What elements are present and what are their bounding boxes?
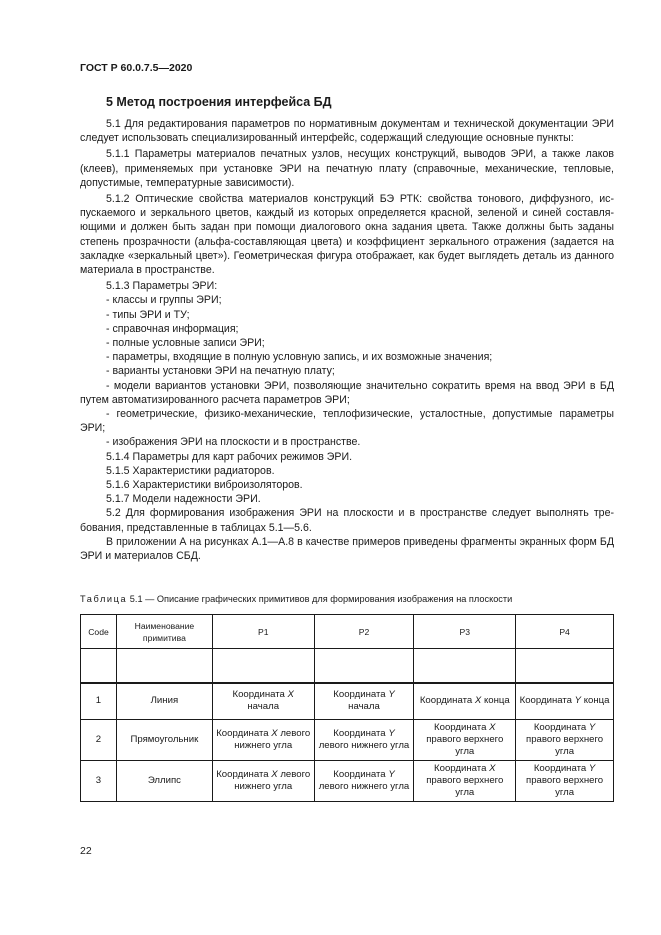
paragraph: 5.1.3 Параметры ЭРИ: xyxy=(106,280,218,293)
list-item: - классы и группы ЭРИ; xyxy=(106,294,222,307)
list-item: - геометрические, физико-механические, теплофизические, усталостные, допустимые параметры ЭРИ; xyxy=(80,408,614,435)
cell-p1: Координата X начала xyxy=(212,683,314,720)
cell-p2: Координата Y левого нижнего угла xyxy=(314,720,414,761)
list-item: - параметры, входящие в полную условную запись, и их возможные значения; xyxy=(106,351,493,364)
cell-primitive-name: Линия xyxy=(116,683,212,720)
paragraph: 5.2 Для формирования изображения ЭРИ на плоскости и в пространстве следует выполнять требования, представленные в таблицах 5.1—5.6. xyxy=(80,507,614,534)
paragraph: 5.1.5 Характеристики радиаторов. xyxy=(106,464,275,477)
table-row xyxy=(81,683,614,720)
cell-p2: Координата Y левого нижнего угла xyxy=(314,761,414,802)
cell-code: 2 xyxy=(81,720,117,761)
body-text xyxy=(80,117,614,563)
header-code: Code xyxy=(81,615,117,649)
header-p4: P4 xyxy=(516,615,614,649)
header-p1: P1 xyxy=(212,615,314,649)
list-item: - полные условные записи ЭРИ; xyxy=(106,337,265,350)
list-item: - справочная информация; xyxy=(106,322,239,335)
paragraph: 5.1.7 Модели надежности ЭРИ. xyxy=(106,493,261,506)
table-header-row xyxy=(81,615,614,649)
standard-header: ГОСТ Р 60.0.7.5—2020 xyxy=(80,62,193,74)
table-row xyxy=(81,720,614,761)
list-item: - варианты установки ЭРИ на печатную плату; xyxy=(106,365,335,378)
paragraph: 5.1.6 Характеристики виброизоляторов. xyxy=(106,479,303,492)
header-p3: P3 xyxy=(414,615,516,649)
cell-p4: Координата Y правого верхнего угла xyxy=(516,761,614,802)
section-title: 5 Метод построения интерфейса БД xyxy=(106,95,332,109)
cell-code: 1 xyxy=(81,683,117,720)
header-primitive-name: Наименование примитива xyxy=(116,615,212,649)
paragraph: В приложении А на рисунках А.1—А.8 в качестве примеров приведены фрагменты экранных форм БД ЭРИ и материалов СБД. xyxy=(80,535,614,563)
paragraph: 5.1.2 Оптические свойства материалов конструкций БЭ РТК: свойства тонового, диффузного, испускаемого и зеркального цветов, каждый из которых определяется красной, зеленой и синей составляющими и должен быть задан при помощи диалогового окна задания цвета. Также должны быть заданы степень прозрачности (альфа-составляющая цвета) и коэффициент зеркального отражения (задается на закладке «зеркальный цвет»). Геометрическая фигура отображает, как будет выглядеть деталь из данного материала в пространстве. xyxy=(80,193,614,277)
cell-p2: Координата Y начала xyxy=(314,683,414,720)
list-item: - модели вариантов установки ЭРИ, позволяющие значительно сократить время на ввод ЭРИ в БД путем автоматизированного расчета параметров ЭРИ; xyxy=(80,379,614,406)
cell-p4: Координата Y правого верхнего угла xyxy=(516,720,614,761)
cell-p3: Координата X правого верхнего угла xyxy=(414,720,516,761)
table-caption xyxy=(80,594,512,604)
cell-p1: Координата X левого нижнего угла xyxy=(212,720,314,761)
primitives-table xyxy=(80,614,614,802)
paragraph: 5.1.1 Параметры материалов печатных узлов, несущих конструкций, выводов ЭРИ, а также лаков (клеев), применяемых при установке ЭРИ на печатную плату (справочные, механические, тепловые, допустимые, температурные зависимости). xyxy=(80,148,614,189)
cell-primitive-name: Эллипс xyxy=(116,761,212,802)
cell-p4: Координата Y конца xyxy=(516,683,614,720)
paragraph: 5.1.4 Параметры для карт рабочих режимов ЭРИ. xyxy=(106,450,353,463)
table-row xyxy=(81,761,614,802)
list-item: - типы ЭРИ и ТУ; xyxy=(106,308,190,321)
list-item: - изображения ЭРИ на плоскости и в пространстве. xyxy=(106,436,361,449)
header-p2: P2 xyxy=(314,615,414,649)
cell-primitive-name: Прямоугольник xyxy=(116,720,212,761)
header-separator xyxy=(81,649,614,683)
cell-p1: Координата X левого нижнего угла xyxy=(212,761,314,802)
table-caption-text: 5.1 — Описание графических примитивов для формирования изображения на плоскости xyxy=(129,594,513,604)
cell-p3: Координата X правого верхнего угла xyxy=(414,761,516,802)
page-number: 22 xyxy=(80,845,92,857)
table-caption-label: Таблица xyxy=(80,594,128,604)
cell-code: 3 xyxy=(81,761,117,802)
paragraph: 5.1 Для редактирования параметров по нормативным документам и технической документации ЭРИ следует использовать специализированный интерфейс, содержащий следующие основные пункты: xyxy=(80,118,614,145)
cell-p3: Координата X конца xyxy=(414,683,516,720)
